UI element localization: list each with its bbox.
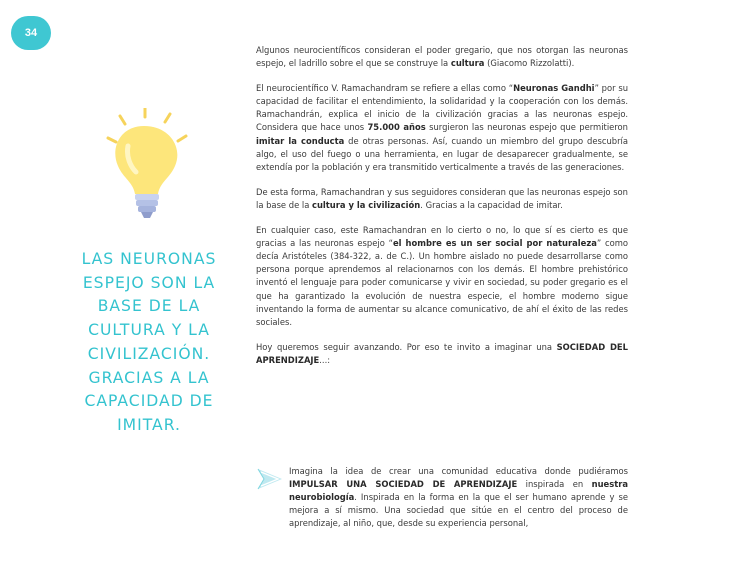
bold-phrase: Neuronas Gandhi [513,83,595,94]
bold-phrase: 75.000 años [367,122,426,133]
callout-box [256,465,628,530]
bold-phrase: el hombre es un ser social por naturaleza [392,238,597,249]
body-text [256,44,628,379]
bold-phrase: nuestra neurobiología [289,479,628,503]
bold-phrase: cultura [450,58,485,69]
pull-quote: LAS NEURONAS ESPEJO SON LA BASE DE LA CULTURA Y LA CIVILIZACIÓN. GRACIAS A LA CAPACIDAD DE IMITAR. [81,250,217,434]
paragraph-4: En cualquier caso, este Ramachandran en lo cierto o no, lo que sí es cierto es que gracias a las neuronas espejo “el hombre es un ser social por naturaleza” como decía Aristóteles (384-322, a. de C.). Un hombre aislado no puede desarrollarse como persona porque aprendemos al relacionarnos con los demás. El hombre prehistórico inventó el lenguaje para poder comunicarse y vivir en sociedad, su poder gregario es el que ha garantizado la evolución de nuestra especie, el hombre moderno sigue inventando la forma de aumentar su alcance comunicativo, de ahí el éxito de las redes sociales. [256,225,628,327]
pencil-icon [256,465,284,493]
paragraph-5: Hoy queremos seguir avanzando. Por eso te invito a imaginar una SOCIEDAD DEL APRENDIZAJE...: [256,341,628,365]
bold-phrase: SOCIEDAD DEL APRENDIZAJE [256,341,628,365]
bold-phrase: cultura y la civilización [312,199,421,210]
page-number: 34 [24,27,38,39]
lightbulb-icon [100,108,196,220]
bold-phrase: imitar la conducta [256,135,345,146]
page-number-badge [11,16,51,50]
paragraph-1: Algunos neurocientíficos consideran el poder gregario, que nos otorgan las neuronas espejo, el ladrillo sobre el que se construye la cultura (Giacomo Rizzolatti). [256,45,628,69]
bold-phrase: IMPULSAR UNA SOCIEDAD DE APRENDIZAJE [289,479,518,490]
paragraph-3: De esta forma, Ramachandran y sus seguidores consideran que las neuronas espejo son la base de la cultura y la civilización. Gracias a la capacidad de imitar. [256,186,628,210]
callout-text: Imagina la idea de crear una comunidad educativa donde pudiéramos IMPULSAR UNA SOCIEDAD DE APRENDIZAJE inspirada en nuestra neurobiología. Inspirada en la forma en la que el ser humano aprende y se mejora a sí mismo. Una sociedad que sitúe en el centro del proceso de aprendizaje, al niño, que, desde su experiencia personal, [289,466,628,529]
paragraph-2: El neurocientífico V. Ramachandram se refiere a ellas como “Neuronas Gandhi” por su capacidad de facilitar el entendimiento, la solidaridad y la cooperación con los demás. Ramachandrán, explica el inicio de la civilización gracias a las neuronas espejo. Considera que hace unos 75.000 años surgieron las neuronas espejo que permitieron imitar la conducta de otras personas. Así, cuando un miembro del grupo descubría algo, el uso del fuego o una herramienta, en lugar de desaparecer gradualmente, se extendía por la población y era transmitido verticalmente a través de las generaciones. [256,83,629,172]
